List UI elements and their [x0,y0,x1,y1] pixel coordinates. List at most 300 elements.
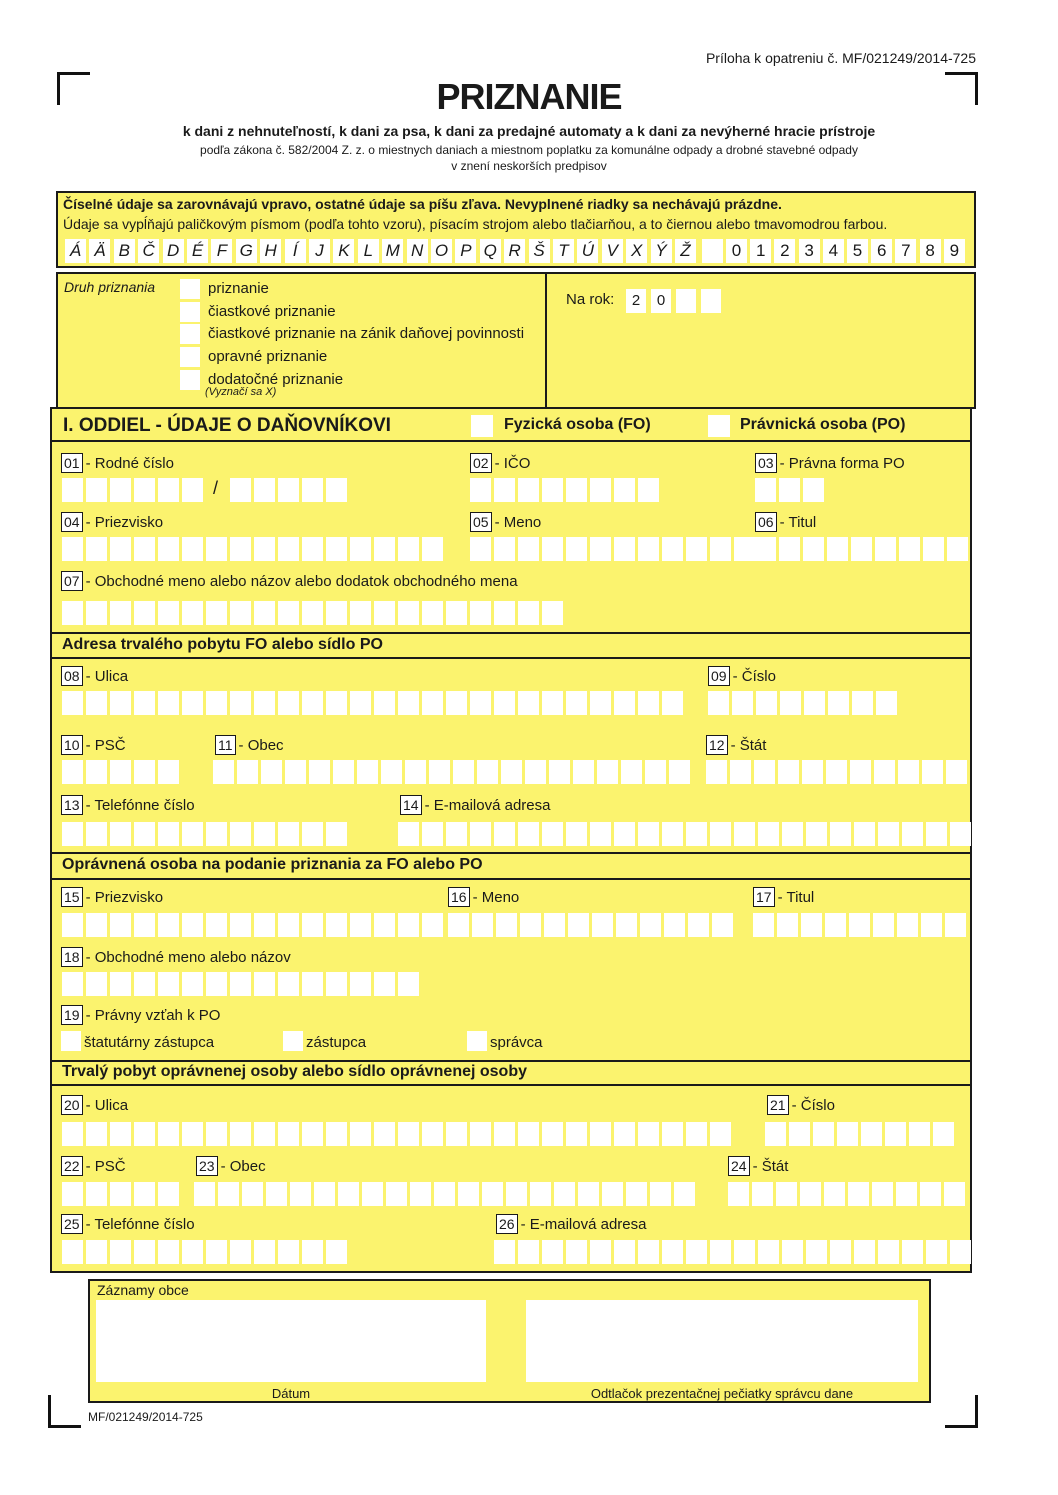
char-cell[interactable] [302,822,323,846]
rel-statutory-checkbox[interactable] [61,1031,81,1051]
char-cell[interactable] [86,1122,107,1146]
char-cell[interactable] [920,1182,941,1206]
char-cell[interactable] [800,1182,821,1206]
char-cell[interactable] [494,1122,515,1146]
char-cell[interactable] [230,537,251,561]
char-cell[interactable] [422,691,443,715]
char-cell[interactable] [638,1240,659,1264]
year-digit-2[interactable]: 0 [651,289,671,313]
char-cell[interactable] [518,691,539,715]
char-cell[interactable] [710,1122,731,1146]
field-auth-phone-input[interactable] [62,1240,350,1264]
char-cell[interactable] [134,760,155,784]
char-cell[interactable] [945,913,966,937]
char-cell[interactable] [134,1122,155,1146]
field-surname-input[interactable] [62,537,446,561]
char-cell[interactable] [254,1240,275,1264]
char-cell[interactable] [686,1122,707,1146]
char-cell[interactable] [776,1182,797,1206]
char-cell[interactable] [482,1182,503,1206]
char-cell[interactable] [230,913,251,937]
char-cell[interactable] [254,1122,275,1146]
field-auth-title-input[interactable] [753,913,969,937]
char-cell[interactable] [825,913,846,937]
char-cell[interactable] [254,601,275,625]
char-cell[interactable] [730,760,751,784]
char-cell[interactable] [909,1122,930,1146]
char-cell[interactable] [688,913,709,937]
char-cell[interactable] [446,1122,467,1146]
char-cell[interactable] [206,1122,227,1146]
char-cell[interactable] [134,1182,155,1206]
char-cell[interactable] [86,691,107,715]
char-cell[interactable] [62,478,83,502]
char-cell[interactable] [854,1240,875,1264]
char-cell[interactable] [326,537,347,561]
field-street-input[interactable] [62,691,686,715]
char-cell[interactable] [206,913,227,937]
char-cell[interactable] [712,913,733,937]
char-cell[interactable] [254,537,275,561]
field-email-input[interactable] [398,822,974,846]
char-cell[interactable] [542,822,563,846]
char-cell[interactable] [278,478,299,502]
char-cell[interactable] [110,760,131,784]
char-cell[interactable] [854,822,875,846]
char-cell[interactable] [885,1122,906,1146]
char-cell[interactable] [566,1122,587,1146]
char-cell[interactable] [86,537,107,561]
char-cell[interactable] [333,760,354,784]
char-cell[interactable] [669,760,690,784]
char-cell[interactable] [302,478,323,502]
char-cell[interactable] [566,1240,587,1264]
char-cell[interactable] [374,537,395,561]
char-cell[interactable] [590,478,611,502]
char-cell[interactable] [398,601,419,625]
char-cell[interactable] [206,972,227,996]
char-cell[interactable] [848,1182,869,1206]
char-cell[interactable] [828,691,849,715]
char-cell[interactable] [434,1182,455,1206]
char-cell[interactable] [314,1182,335,1206]
char-cell[interactable] [230,822,251,846]
field-auth-surname-input[interactable] [62,913,446,937]
char-cell[interactable] [285,760,306,784]
char-cell[interactable] [266,1182,287,1206]
char-cell[interactable] [374,1122,395,1146]
char-cell[interactable] [182,822,203,846]
char-cell[interactable] [590,822,611,846]
char-cell[interactable] [62,1240,83,1264]
char-cell[interactable] [446,601,467,625]
char-cell[interactable] [494,1240,515,1264]
char-cell[interactable] [754,760,775,784]
char-cell[interactable] [134,478,155,502]
char-cell[interactable] [755,478,776,502]
char-cell[interactable] [470,601,491,625]
type-option-checkbox[interactable] [180,347,200,367]
char-cell[interactable] [830,1240,851,1264]
char-cell[interactable] [765,1122,786,1146]
char-cell[interactable] [110,972,131,996]
char-cell[interactable] [398,1122,419,1146]
char-cell[interactable] [278,822,299,846]
char-cell[interactable] [921,913,942,937]
char-cell[interactable] [326,691,347,715]
char-cell[interactable] [302,537,323,561]
char-cell[interactable] [326,822,347,846]
char-cell[interactable] [896,1182,917,1206]
char-cell[interactable] [542,601,563,625]
char-cell[interactable] [710,1240,731,1264]
char-cell[interactable] [230,1240,251,1264]
char-cell[interactable] [592,913,613,937]
char-cell[interactable] [645,760,666,784]
char-cell[interactable] [902,822,923,846]
char-cell[interactable] [779,537,800,561]
char-cell[interactable] [62,972,83,996]
char-cell[interactable] [86,913,107,937]
char-cell[interactable] [218,1182,239,1206]
char-cell[interactable] [62,913,83,937]
field-country-input[interactable] [706,760,970,784]
char-cell[interactable] [922,760,943,784]
char-cell[interactable] [861,1122,882,1146]
char-cell[interactable] [158,691,179,715]
field-postal-code-input[interactable] [62,760,182,784]
char-cell[interactable] [734,1240,755,1264]
char-cell[interactable] [674,1182,695,1206]
char-cell[interactable] [837,1122,858,1146]
char-cell[interactable] [472,913,493,937]
char-cell[interactable] [182,1122,203,1146]
char-cell[interactable] [650,1182,671,1206]
char-cell[interactable] [827,537,848,561]
char-cell[interactable] [302,691,323,715]
field-ico-input[interactable] [470,478,662,502]
char-cell[interactable] [806,822,827,846]
char-cell[interactable] [110,537,131,561]
char-cell[interactable] [62,1182,83,1206]
char-cell[interactable] [662,537,683,561]
char-cell[interactable] [518,601,539,625]
char-cell[interactable] [710,822,731,846]
char-cell[interactable] [806,1240,827,1264]
char-cell[interactable] [374,691,395,715]
char-cell[interactable] [158,1240,179,1264]
char-cell[interactable] [638,478,659,502]
field-auth-street-input[interactable] [62,1122,734,1146]
char-cell[interactable] [614,478,635,502]
type-option-checkbox[interactable] [180,370,200,390]
char-cell[interactable] [134,822,155,846]
char-cell[interactable] [782,822,803,846]
char-cell[interactable] [374,913,395,937]
char-cell[interactable] [549,760,570,784]
char-cell[interactable] [326,1122,347,1146]
char-cell[interactable] [494,478,515,502]
char-cell[interactable] [86,972,107,996]
char-cell[interactable] [206,537,227,561]
char-cell[interactable] [520,913,541,937]
char-cell[interactable] [568,913,589,937]
char-cell[interactable] [381,760,402,784]
char-cell[interactable] [573,760,594,784]
char-cell[interactable] [110,822,131,846]
char-cell[interactable] [338,1182,359,1206]
char-cell[interactable] [602,1182,623,1206]
field-auth-postal-code-input[interactable] [62,1182,182,1206]
char-cell[interactable] [350,1122,371,1146]
char-cell[interactable] [158,1122,179,1146]
char-cell[interactable] [494,691,515,715]
char-cell[interactable] [518,537,539,561]
char-cell[interactable] [758,822,779,846]
char-cell[interactable] [662,822,683,846]
char-cell[interactable] [182,601,203,625]
char-cell[interactable] [422,913,443,937]
char-cell[interactable] [542,1240,563,1264]
char-cell[interactable] [302,1122,323,1146]
char-cell[interactable] [398,691,419,715]
year-digit-3[interactable] [676,289,696,313]
char-cell[interactable] [350,972,371,996]
char-cell[interactable] [206,691,227,715]
char-cell[interactable] [947,537,968,561]
char-cell[interactable] [448,913,469,937]
rel-administrator-checkbox[interactable] [467,1031,487,1051]
type-option-checkbox[interactable] [180,302,200,322]
char-cell[interactable] [110,913,131,937]
char-cell[interactable] [254,972,275,996]
char-cell[interactable] [590,537,611,561]
char-cell[interactable] [734,537,755,561]
char-cell[interactable] [614,1122,635,1146]
char-cell[interactable] [878,822,899,846]
char-cell[interactable] [230,1122,251,1146]
records-stamp-field[interactable] [526,1300,918,1382]
char-cell[interactable] [525,760,546,784]
char-cell[interactable] [326,478,347,502]
char-cell[interactable] [302,1240,323,1264]
char-cell[interactable] [897,913,918,937]
field-legal-form-input[interactable] [755,478,827,502]
char-cell[interactable] [873,913,894,937]
char-cell[interactable] [86,1240,107,1264]
char-cell[interactable] [158,760,179,784]
char-cell[interactable] [755,537,776,561]
fo-checkbox[interactable] [471,415,493,437]
char-cell[interactable] [933,1122,954,1146]
char-cell[interactable] [158,478,179,502]
char-cell[interactable] [86,822,107,846]
char-cell[interactable] [614,822,635,846]
char-cell[interactable] [851,537,872,561]
char-cell[interactable] [662,691,683,715]
char-cell[interactable] [662,1240,683,1264]
field-title-input[interactable] [755,537,971,561]
char-cell[interactable] [614,1240,635,1264]
char-cell[interactable] [470,1122,491,1146]
char-cell[interactable] [398,537,419,561]
char-cell[interactable] [728,1182,749,1206]
char-cell[interactable] [706,760,727,784]
char-cell[interactable] [923,537,944,561]
char-cell[interactable] [290,1182,311,1206]
char-cell[interactable] [254,913,275,937]
char-cell[interactable] [638,1122,659,1146]
char-cell[interactable] [777,913,798,937]
char-cell[interactable] [789,1122,810,1146]
char-cell[interactable] [86,1182,107,1206]
char-cell[interactable] [182,972,203,996]
char-cell[interactable] [62,1122,83,1146]
char-cell[interactable] [158,913,179,937]
field-street-number-input[interactable] [708,691,900,715]
char-cell[interactable] [458,1182,479,1206]
char-cell[interactable] [640,913,661,937]
char-cell[interactable] [261,760,282,784]
char-cell[interactable] [405,760,426,784]
char-cell[interactable] [254,822,275,846]
char-cell[interactable] [350,601,371,625]
char-cell[interactable] [542,1122,563,1146]
char-cell[interactable] [802,760,823,784]
char-cell[interactable] [374,601,395,625]
char-cell[interactable] [752,1182,773,1206]
char-cell[interactable] [950,1240,971,1264]
char-cell[interactable] [446,691,467,715]
char-cell[interactable] [898,760,919,784]
char-cell[interactable] [110,478,131,502]
char-cell[interactable] [182,913,203,937]
char-cell[interactable] [758,1240,779,1264]
char-cell[interactable] [824,1182,845,1206]
char-cell[interactable] [638,537,659,561]
char-cell[interactable] [110,1240,131,1264]
char-cell[interactable] [278,537,299,561]
char-cell[interactable] [386,1182,407,1206]
char-cell[interactable] [278,913,299,937]
rel-representative-checkbox[interactable] [283,1031,303,1051]
char-cell[interactable] [362,1182,383,1206]
char-cell[interactable] [813,1122,834,1146]
char-cell[interactable] [206,601,227,625]
char-cell[interactable] [182,691,203,715]
char-cell[interactable] [194,1182,215,1206]
char-cell[interactable] [803,537,824,561]
char-cell[interactable] [350,691,371,715]
char-cell[interactable] [621,760,642,784]
char-cell[interactable] [158,822,179,846]
po-checkbox[interactable] [708,415,730,437]
char-cell[interactable] [614,537,635,561]
char-cell[interactable] [826,760,847,784]
char-cell[interactable] [86,760,107,784]
char-cell[interactable] [590,1122,611,1146]
char-cell[interactable] [518,822,539,846]
char-cell[interactable] [518,1122,539,1146]
char-cell[interactable] [134,601,155,625]
char-cell[interactable] [62,760,83,784]
char-cell[interactable] [422,1122,443,1146]
char-cell[interactable] [664,913,685,937]
char-cell[interactable] [780,691,801,715]
char-cell[interactable] [278,972,299,996]
char-cell[interactable] [302,601,323,625]
field-auth-business-name-input[interactable] [62,972,422,996]
char-cell[interactable] [926,1240,947,1264]
field-first-name-input[interactable] [470,537,758,561]
char-cell[interactable] [597,760,618,784]
char-cell[interactable] [756,691,777,715]
char-cell[interactable] [804,691,825,715]
char-cell[interactable] [254,478,275,502]
char-cell[interactable] [182,537,203,561]
char-cell[interactable] [662,1122,683,1146]
char-cell[interactable] [566,822,587,846]
char-cell[interactable] [158,537,179,561]
char-cell[interactable] [926,822,947,846]
char-cell[interactable] [350,537,371,561]
char-cell[interactable] [626,1182,647,1206]
char-cell[interactable] [946,760,967,784]
char-cell[interactable] [302,913,323,937]
char-cell[interactable] [134,691,155,715]
char-cell[interactable] [422,822,443,846]
char-cell[interactable] [278,1122,299,1146]
char-cell[interactable] [803,478,824,502]
field-business-name-input[interactable] [62,601,566,625]
char-cell[interactable] [494,601,515,625]
char-cell[interactable] [158,1182,179,1206]
char-cell[interactable] [944,1182,965,1206]
char-cell[interactable] [62,691,83,715]
char-cell[interactable] [686,537,707,561]
char-cell[interactable] [518,1240,539,1264]
char-cell[interactable] [206,1240,227,1264]
char-cell[interactable] [875,537,896,561]
char-cell[interactable] [566,537,587,561]
char-cell[interactable] [110,1182,131,1206]
char-cell[interactable] [278,1240,299,1264]
char-cell[interactable] [872,1182,893,1206]
char-cell[interactable] [110,691,131,715]
char-cell[interactable] [350,913,371,937]
char-cell[interactable] [470,822,491,846]
char-cell[interactable] [254,691,275,715]
char-cell[interactable] [110,1122,131,1146]
char-cell[interactable] [849,913,870,937]
char-cell[interactable] [494,537,515,561]
char-cell[interactable] [326,601,347,625]
char-cell[interactable] [86,478,107,502]
char-cell[interactable] [398,972,419,996]
char-cell[interactable] [778,760,799,784]
char-cell[interactable] [62,537,83,561]
char-cell[interactable] [850,760,871,784]
char-cell[interactable] [852,691,873,715]
char-cell[interactable] [708,691,729,715]
char-cell[interactable] [638,691,659,715]
char-cell[interactable] [429,760,450,784]
char-cell[interactable] [278,601,299,625]
char-cell[interactable] [616,913,637,937]
field-auth-email-input[interactable] [494,1240,974,1264]
field-municipality-input[interactable] [213,760,693,784]
char-cell[interactable] [398,913,419,937]
